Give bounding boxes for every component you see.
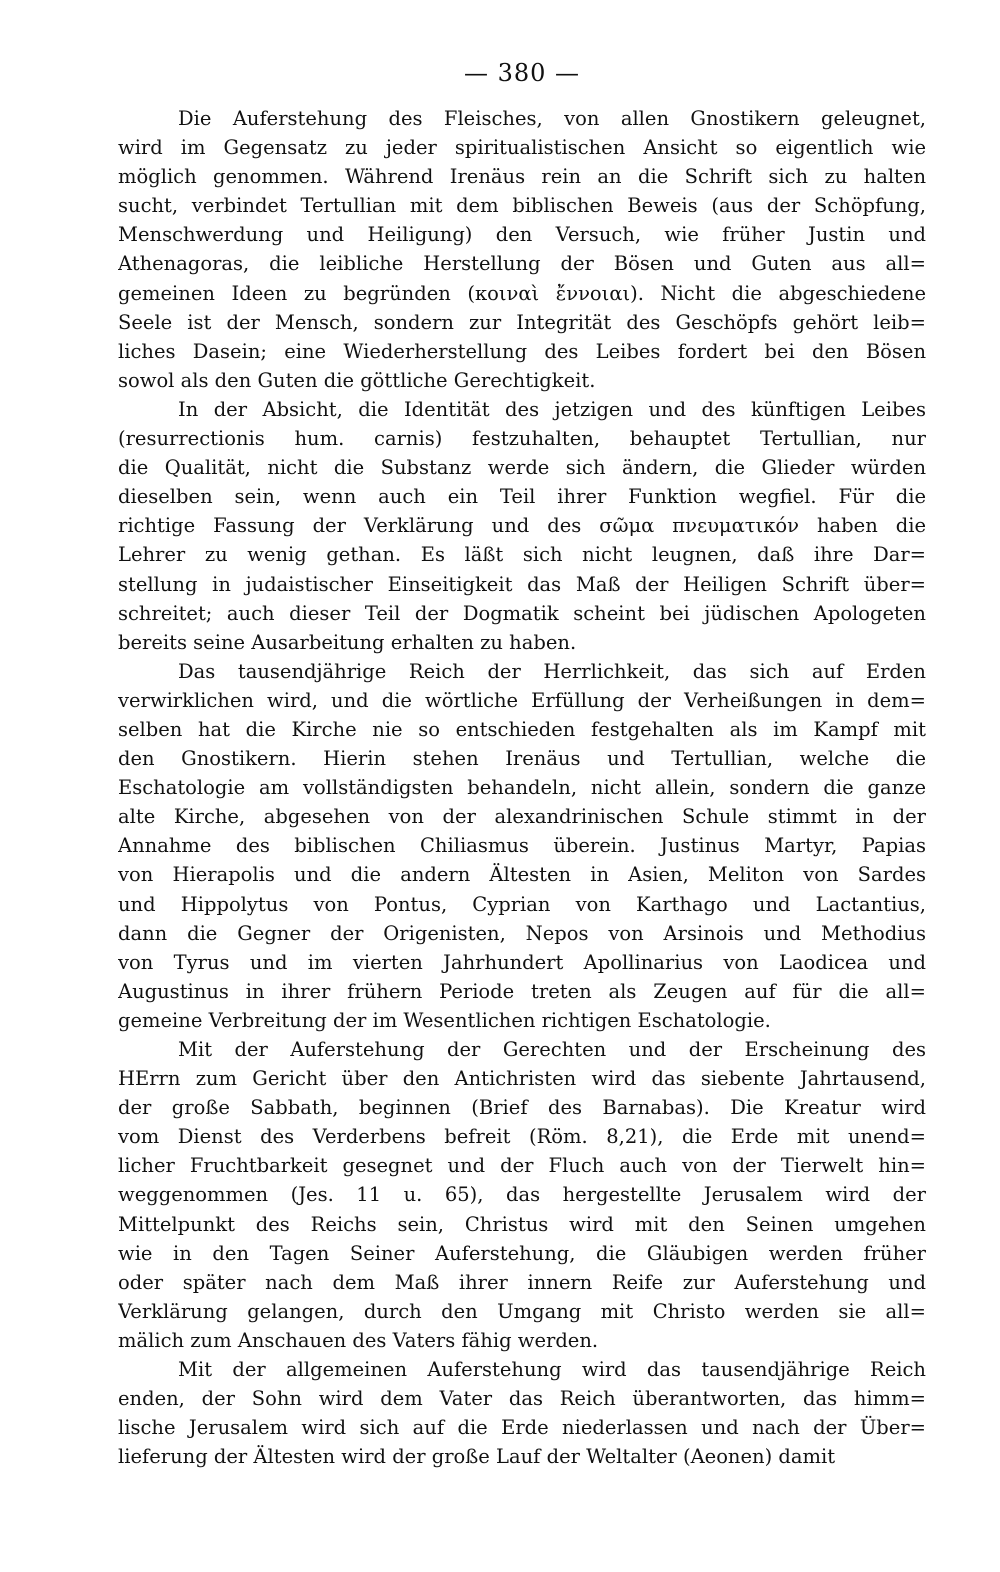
text-line: weggenommen (Jes. 11 u. 65), das hergestellte Jerusalem wird der bbox=[118, 1183, 926, 1207]
text-line: dieselben sein, wenn auch ein Teil ihrer Funktion wegfiel. Für die bbox=[118, 485, 926, 509]
text-line: und Hippolytus von Pontus, Cyprian von Karthago und Lactantius, bbox=[118, 892, 926, 916]
text-line: Verklärung gelangen, durch den Umgang mit Christo werden sie all= bbox=[118, 1299, 926, 1323]
text-line: stellung in judaistischer Einseitigkeit das Maß der Heiligen Schrift über= bbox=[118, 572, 926, 596]
text-line: Augustinus in ihrer frühern Periode treten als Zeugen auf für die all= bbox=[118, 979, 926, 1003]
text-line: richtige Fassung der Verklärung und des σῶμα πνευματικόν haben die bbox=[118, 514, 926, 538]
text-line: lieferung der Ältesten wird der große Lauf der Weltalter (Aeonen) damit bbox=[118, 1445, 836, 1469]
text-line: lische Jerusalem wird sich auf die Erde niederlassen und nach der Über= bbox=[118, 1416, 926, 1440]
body-text bbox=[118, 104, 926, 1471]
text-line: Seele ist der Mensch, sondern zur Integrität des Geschöpfs gehört leib= bbox=[118, 310, 926, 334]
text-line: bereits seine Ausarbeitung erhalten zu haben. bbox=[118, 630, 577, 654]
paragraph bbox=[118, 1035, 926, 1355]
text-line: sucht, verbindet Tertullian mit dem biblischen Beweis (aus der Schöpfung, bbox=[118, 194, 926, 218]
text-line: oder später nach dem Maß ihrer innern Reife zur Auferstehung und bbox=[118, 1270, 926, 1294]
text-line: Eschatologie am vollständigsten behandeln, nicht allein, sondern die ganze bbox=[118, 776, 926, 800]
text-line: die Qualität, nicht die Substanz werde sich ändern, die Glieder würden bbox=[118, 456, 926, 480]
paragraph bbox=[118, 657, 926, 1035]
text-line: liches Dasein; eine Wiederherstellung des Leibes fordert bei den Bösen bbox=[118, 339, 926, 363]
text-line: Mittelpunkt des Reichs sein, Christus wird mit den Seinen umgehen bbox=[118, 1212, 926, 1236]
text-line: enden, der Sohn wird dem Vater das Reich überantworten, das himm= bbox=[118, 1387, 926, 1411]
text-line: von Tyrus und im vierten Jahrhundert Apollinarius von Laodicea und bbox=[118, 950, 926, 974]
text-line: alte Kirche, abgesehen von der alexandrinischen Schule stimmt in der bbox=[118, 805, 926, 829]
text-line: möglich genommen. Während Irenäus rein an die Schrift sich zu halten bbox=[118, 165, 926, 189]
text-line: sowol als den Guten die göttliche Gerechtigkeit. bbox=[118, 368, 596, 392]
text-line: der große Sabbath, beginnen (Brief des Barnabas). Die Kreatur wird bbox=[118, 1096, 926, 1120]
text-line: wie in den Tagen Seiner Auferstehung, die Gläubigen werden früher bbox=[118, 1241, 926, 1265]
text-line: gemeine Verbreitung der im Wesentlichen richtigen Eschatologie. bbox=[118, 1008, 771, 1032]
text-line: schreitet; auch dieser Teil der Dogmatik scheint bei jüdischen Apologeten bbox=[118, 601, 926, 625]
text-line: verwirklichen wird, und die wörtliche Erfüllung der Verheißungen in dem= bbox=[118, 688, 926, 712]
text-line: von Hierapolis und die andern Ältesten in Asien, Meliton von Sardes bbox=[118, 863, 926, 887]
text-line: (resurrectionis hum. carnis) festzuhalten, behauptet Tertullian, nur bbox=[118, 427, 926, 451]
paragraph bbox=[118, 395, 926, 657]
text-line: den Gnostikern. Hierin stehen Irenäus und Tertullian, welche die bbox=[118, 747, 926, 771]
text-line: Annahme des biblischen Chiliasmus überein. Justinus Martyr, Papias bbox=[118, 834, 926, 858]
text-line: Athenagoras, die leibliche Herstellung der Bösen und Guten aus all= bbox=[118, 252, 926, 276]
text-line: Mit der allgemeinen Auferstehung wird das tausendjährige Reich bbox=[178, 1358, 926, 1382]
paragraph bbox=[118, 104, 926, 395]
text-line: wird im Gegensatz zu jeder spiritualistischen Ansicht so eigentlich wie bbox=[118, 136, 926, 160]
page-number: — 380 — bbox=[463, 59, 581, 87]
text-line: Das tausendjährige Reich der Herrlichkeit, das sich auf Erden bbox=[178, 659, 926, 683]
paragraph bbox=[118, 1355, 926, 1471]
text-line: dann die Gegner der Origenisten, Nepos von Arsinois und Methodius bbox=[118, 921, 926, 945]
text-line: selben hat die Kirche nie so entschieden festgehalten als im Kampf mit bbox=[118, 717, 926, 741]
text-line: In der Absicht, die Identität des jetzigen und des künftigen Leibes bbox=[178, 397, 926, 421]
book-page bbox=[118, 58, 926, 1538]
text-line: Menschwerdung und Heiligung) den Versuch, wie früher Justin und bbox=[118, 223, 926, 247]
text-line: Mit der Auferstehung der Gerechten und der Erscheinung des bbox=[178, 1038, 926, 1061]
text-line: vom Dienst des Verderbens befreit (Röm. 8,21), die Erde mit unend= bbox=[118, 1125, 926, 1149]
text-line: Lehrer zu wenig gethan. Es läßt sich nicht leugnen, daß ihre Dar= bbox=[118, 543, 926, 567]
text-line: gemeinen Ideen zu begründen (κοιναὶ ἔννοιαι). Nicht die abgeschiedene bbox=[118, 281, 926, 305]
text-line: licher Fruchtbarkeit gesegnet und der Fluch auch von der Tierwelt hin= bbox=[118, 1154, 926, 1178]
text-line: mälich zum Anschauen des Vaters fähig werden. bbox=[118, 1328, 599, 1352]
text-line: HErrn zum Gericht über den Antichristen wird das siebente Jahrtausend, bbox=[118, 1067, 926, 1091]
text-line: Die Auferstehung des Fleisches, von allen Gnostikern geleugnet, bbox=[178, 107, 926, 130]
